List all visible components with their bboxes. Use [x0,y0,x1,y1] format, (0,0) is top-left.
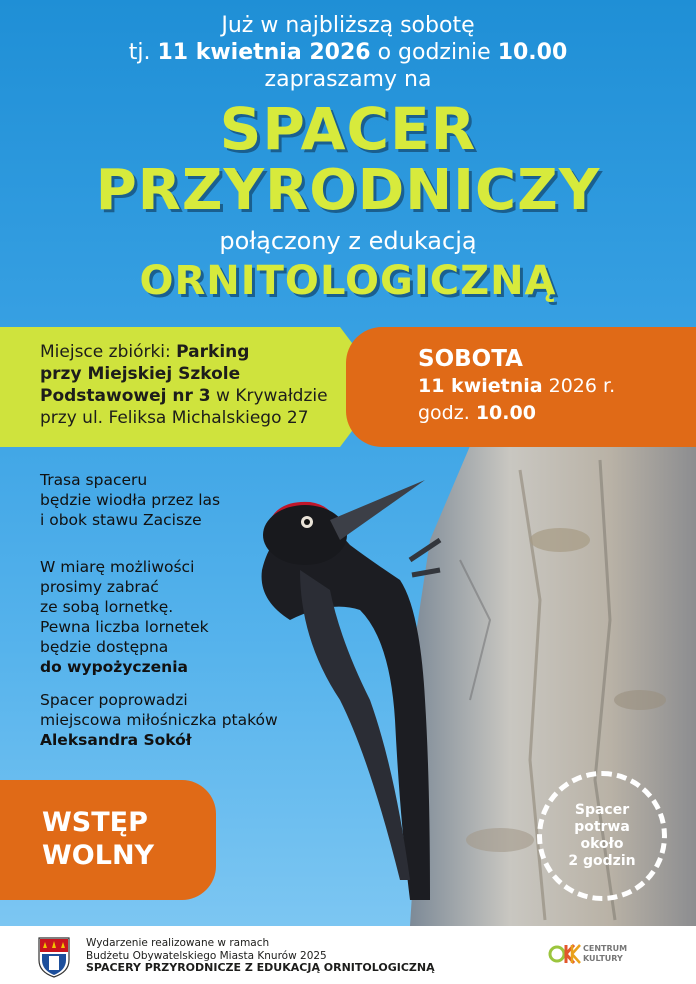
duration-text [537,802,667,870]
duration-line-1: Spacer [574,802,630,818]
route-line-1: Trasa spaceru [40,471,148,489]
meeting-place-3: Podstawowej nr 3 [40,386,211,406]
guide-name: Aleksandra Sokół [40,731,192,749]
intro-line-3: zapraszamy na [264,67,432,92]
route-info [40,470,330,530]
meeting-place-text [40,341,350,429]
centrum-kultury-logo-icon [548,941,582,967]
partner-line-1: CENTRUM [583,944,628,953]
free-entry-line-2: WOLNY [42,840,155,871]
intro-text [0,12,696,93]
binoculars-info [40,557,330,677]
intro-mid: o godzinie [370,40,498,65]
footer-text [86,937,435,975]
binoculars-line-6 [40,657,330,677]
guide-line-2: miejscowa miłośniczka ptaków [40,711,278,729]
duration-line-4: 2 godzin [568,853,636,869]
time-label: godz. [418,402,476,424]
title-przyrodniczy: PRZYRODNICZY [95,158,601,223]
intro-line-1: Już w najbliższą sobotę [221,13,475,38]
meeting-place-1: Parking [176,342,250,362]
title-ornitologiczna: ORNITOLOGICZNĄ [139,258,557,304]
time-value: 10.00 [475,402,536,424]
centrum-kultury-text [583,944,627,964]
route-line-2: będzie wiodła przez las [40,491,221,509]
binoculars-line-1: W miarę możliwości [40,558,195,576]
city-crest-icon [37,936,71,978]
meeting-place-rest: w Krywałdzie [210,386,328,406]
date-rest: 2026 r. [542,375,616,397]
route-line-3: i obok stawu Zacisze [40,511,202,529]
footer-line-1: Wydarzenie realizowane w ramach [86,937,270,949]
time-line [418,400,615,427]
intro-date: 11 kwietnia 2026 [157,40,371,65]
free-entry-text [42,806,154,872]
guide-line-1: Spacer poprowadzi [40,691,188,709]
meeting-label: Miejsce zbiórki: [40,342,177,362]
title-spacer: SPACER [219,95,477,163]
meeting-street: przy ul. Feliksa Michalskiego 27 [40,408,309,428]
binoculars-line-3: ze sobą lornetkę. [40,598,174,616]
binoculars-line-5: będzie dostępna [40,638,169,656]
date-line [418,373,615,400]
guide-info [40,690,330,750]
binoculars-bold: do wypożyczenia [40,658,188,676]
intro-time: 10.00 [497,40,568,65]
intro-prefix: tj. [128,40,158,65]
duration-line-2: potrwa [574,819,630,835]
date-day: SOBOTA [418,346,523,372]
free-entry-line-1: WSTĘP [42,807,148,838]
meeting-place-2: przy Miejskiej Szkole [40,364,241,384]
binoculars-line-4: Pewna liczba lornetek [40,618,209,636]
partner-line-2: KULTURY [583,954,623,963]
binoculars-line-2: prosimy zabrać [40,578,159,596]
subtitle: połączony z edukacją [219,227,477,255]
guide-line-3 [40,730,330,750]
duration-line-3: około [580,836,624,852]
intro-line-2 [0,39,696,66]
date-bold: 11 kwietnia [418,375,543,397]
date-text [418,346,615,427]
footer-line-3: SPACERY PRZYRODNICZE Z EDUKACJĄ ORNITOLOGICZNĄ [86,961,435,974]
footer-line-2: Budżetu Obywatelskiego Miasta Knurów 2025 [86,949,327,962]
